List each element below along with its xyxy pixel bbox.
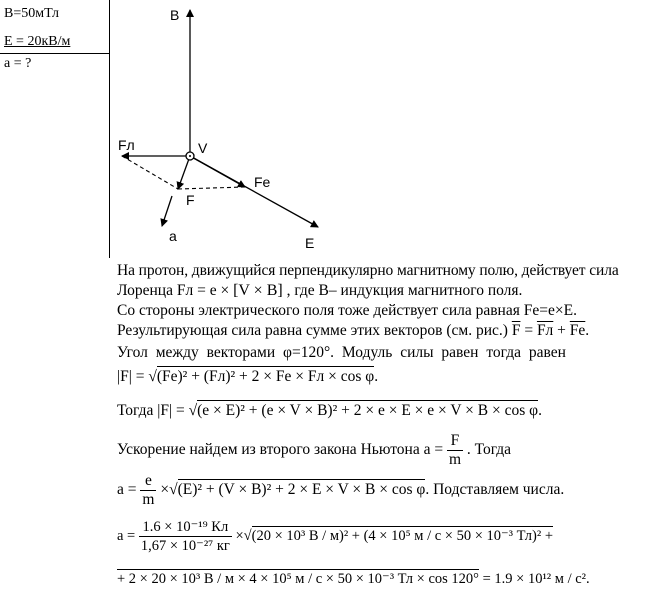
formula-acceleration: a = $\frac{e}{m}$ ×√(E)² + (V × B)² + 2 × E × V × B × cos φ. Подставляем числа. xyxy=(117,472,565,508)
formula-force-magnitude: |F| = √(Fe)² + (Fл)² + 2 × Fe × Fл × cos φ. xyxy=(117,368,379,385)
formula-numeric-2: + 2 × 20 × 10³ В / м × 4 × 10⁵ м / с × 50 × 10⁻³ Тл × cos 120° = 1.9 × 10¹² м / с². xyxy=(117,571,590,587)
solution-line-newton: Ускорение найдем из второго закона Ньютона a = $\frac{F}{m}$ . Тогда xyxy=(117,432,512,468)
construction-dash-1 xyxy=(122,156,178,189)
sqrt-symbol: √ xyxy=(188,402,198,419)
formula-numeric-1: a = $\frac{\text{1.6 × 10⁻¹⁹ Кл}}{\text{1,67 × 10⁻²⁷ кг}}$ ×√(20 × 10³ В / м)² + (4 × 10⁵ м / с × 50 × 10⁻³ Тл)² + xyxy=(117,519,554,554)
fraction-charge-over-mass: $\frac{\text{1.6 × 10⁻¹⁹ Кл}}{\text{1,67 × 10⁻²⁷ кг}}$ xyxy=(140,519,230,554)
formula-force-expanded: Тогда |F| = √(e × E)² + (e × V × B)² + 2 × e × E × e × V × B × cos φ. xyxy=(117,402,542,419)
given-line-e: E = 20кВ/м xyxy=(4,34,71,49)
fraction-f-over-m: $\frac{F}{m}$ xyxy=(448,432,462,468)
sqrt-symbol: √ xyxy=(169,481,178,499)
solution-line-4: Результирующая сила равна сумме этих векторов (см. рис.) $\overline{F}$ = Fл + $\overline{Fe}$. xyxy=(117,322,590,339)
given-line-b: B=50мТл xyxy=(4,6,59,21)
construction-dash-2 xyxy=(178,187,245,189)
solution-line-2: Лоренца Fл = e × [V × B] , где B– индукция магнитного поля. xyxy=(117,282,523,299)
sqrt-symbol: √ xyxy=(148,368,157,385)
label-fl: Fл xyxy=(118,137,135,153)
vector-diagram xyxy=(0,0,664,260)
label-a: a xyxy=(169,228,177,244)
solution-line-1: На протон, движущийся перпендикулярно магнитному полю, действует сила xyxy=(117,262,619,279)
label-f: F xyxy=(186,192,195,208)
solution-line-3: Со стороны электрического поля тоже действует сила равная Fe=e×E. xyxy=(117,302,577,319)
cross-product-bracket: [V × B] xyxy=(233,282,283,299)
vector-f-arrow xyxy=(178,156,190,189)
given-unknown: a = ? xyxy=(4,56,32,71)
vector-a-arrow xyxy=(162,196,172,226)
fraction-e-over-m: $\frac{e}{m}$ xyxy=(142,472,155,508)
label-e: E xyxy=(305,235,315,251)
label-v: V xyxy=(198,140,208,156)
solution-line-5: Угол между векторами φ=120°. Модуль силы равен тогда равен xyxy=(117,344,566,361)
sqrt-symbol: √ xyxy=(243,527,252,544)
label-b: B xyxy=(170,7,180,23)
vector-fe-arrow xyxy=(190,156,245,187)
label-fe: Fe xyxy=(254,174,271,190)
